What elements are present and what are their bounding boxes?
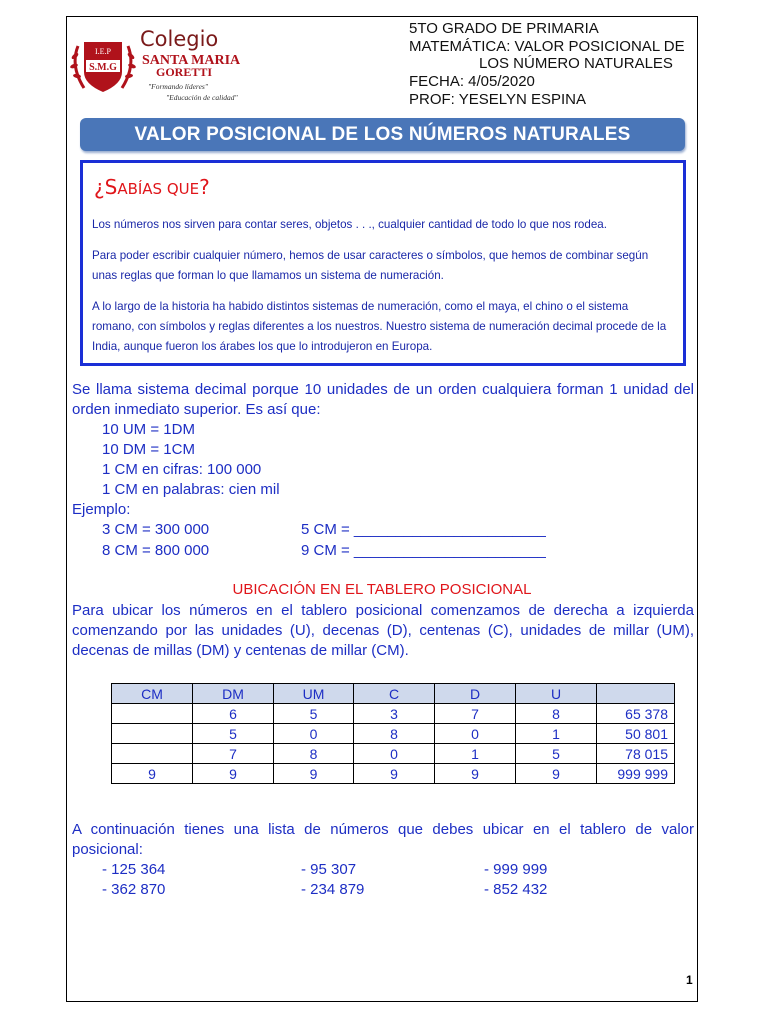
table-cell: 5 bbox=[516, 744, 597, 764]
table-cell: 9 bbox=[516, 764, 597, 784]
exercise-item: - 852 432 bbox=[484, 881, 548, 898]
school-name-2: GORETTI bbox=[156, 65, 213, 79]
table-cell: 9 bbox=[354, 764, 435, 784]
info-box bbox=[80, 160, 686, 366]
table-cell: 8 bbox=[274, 744, 354, 764]
subject-line-2: LOS NÚMERO NATURALES bbox=[479, 55, 673, 72]
decimal-line-2: 10 DM = 1CM bbox=[102, 441, 195, 458]
table-cell: 9 bbox=[435, 764, 516, 784]
exercise-item: - 95 307 bbox=[301, 861, 357, 878]
example-2-left: 8 CM = 800 000 bbox=[102, 542, 210, 559]
table-cell: 9 bbox=[274, 764, 354, 784]
table-row bbox=[112, 724, 675, 744]
title-bar bbox=[80, 118, 685, 151]
table-cell: 0 bbox=[354, 744, 435, 764]
info-heading: ¿SABÍAS QUE? bbox=[94, 175, 210, 199]
tablero-intro: Para ubicar los números en el tablero posicional comenzamos de derecha a izquierda comenzando por las unidades (U), decenas (D), centenas (C), unidades de millar (UM), decenas de millas (DM) y centenas de millar (CM). bbox=[72, 602, 694, 659]
table-cell-total: 78 015 bbox=[597, 744, 675, 764]
tablero-heading: UBICACIÓN EN EL TABLERO POSICIONAL bbox=[232, 581, 532, 598]
table-cell-total: 65 378 bbox=[597, 704, 675, 724]
table-cell bbox=[112, 704, 193, 724]
example-1-left: 3 CM = 300 000 bbox=[102, 521, 210, 538]
table-cell: 1 bbox=[435, 744, 516, 764]
table-header-row bbox=[112, 684, 675, 704]
page-title: VALOR POSICIONAL DE LOS NÚMEROS NATURALES bbox=[134, 123, 631, 145]
table-cell-total: 50 801 bbox=[597, 724, 675, 744]
table-cell: 9 bbox=[112, 764, 193, 784]
school-word: Colegio bbox=[140, 27, 219, 51]
decimal-intro: Se llama sistema decimal porque 10 unidades de un orden cualquiera forman 1 unidad del orden inmediato superior. Es así que: bbox=[72, 381, 694, 418]
table-cell: 7 bbox=[435, 704, 516, 724]
school-logo bbox=[70, 24, 400, 104]
table-row bbox=[112, 764, 675, 784]
grade-label: 5TO GRADO DE PRIMARIA bbox=[409, 20, 599, 37]
table-cell: 8 bbox=[516, 704, 597, 724]
table-cell: 7 bbox=[193, 744, 274, 764]
table-row bbox=[112, 704, 675, 724]
table-cell: 0 bbox=[435, 724, 516, 744]
info-paragraph-1: Los números nos sirven para contar seres, objetos . . ., cualquier cantidad de todo lo que nos rodea. bbox=[92, 218, 607, 231]
decimal-line-4: 1 CM en palabras: cien mil bbox=[102, 481, 280, 498]
table-cell-total: 999 999 bbox=[597, 764, 675, 784]
table-cell: 6 bbox=[193, 704, 274, 724]
motto-2: "Educación de calidad" bbox=[166, 93, 238, 102]
table-cell: 0 bbox=[274, 724, 354, 744]
page-number: 1 bbox=[686, 973, 693, 987]
seal-bottom-text: S.M.G bbox=[89, 62, 117, 73]
example-label: Ejemplo: bbox=[72, 501, 131, 518]
exercise-item: - 362 870 bbox=[102, 881, 166, 898]
info-paragraph-2: Para poder escribir cualquier número, hemos de usar caracteres o símbolos, que hemos de combinar según unas reglas que forman lo que llamamos un sistema de numeración. bbox=[92, 249, 649, 282]
col-header: D bbox=[435, 684, 516, 704]
exercise-item: - 234 879 bbox=[301, 881, 365, 898]
table-cell: 1 bbox=[516, 724, 597, 744]
col-header: DM bbox=[193, 684, 274, 704]
table-cell: 3 bbox=[354, 704, 435, 724]
exercise-intro: A continuación tienes una lista de números que debes ubicar en el tablero de valor posicional: bbox=[72, 821, 694, 858]
example-1-right: 5 CM = _______________________ bbox=[301, 521, 546, 538]
decimal-line-3: 1 CM en cifras: 100 000 bbox=[102, 461, 262, 478]
table-cell: 9 bbox=[193, 764, 274, 784]
place-value-table bbox=[111, 683, 675, 784]
col-header bbox=[597, 684, 675, 704]
col-header: UM bbox=[274, 684, 354, 704]
table-cell: 8 bbox=[354, 724, 435, 744]
subject-line-1: MATEMÁTICA: VALOR POSICIONAL DE bbox=[409, 38, 685, 55]
example-2-right: 9 CM = _______________________ bbox=[301, 542, 546, 559]
school-name-1: SANTA MARIA bbox=[142, 53, 241, 68]
exercise-item: - 125 364 bbox=[102, 861, 166, 878]
table-cell bbox=[112, 724, 193, 744]
col-header: U bbox=[516, 684, 597, 704]
col-header: CM bbox=[112, 684, 193, 704]
exercise-item: - 999 999 bbox=[484, 861, 548, 878]
table-cell: 5 bbox=[193, 724, 274, 744]
col-header: C bbox=[354, 684, 435, 704]
date-label: FECHA: 4/05/2020 bbox=[409, 73, 535, 90]
teacher-label: PROF: YESELYN ESPINA bbox=[409, 91, 587, 108]
seal-top-text: I.E.P bbox=[95, 47, 111, 56]
table-cell bbox=[112, 744, 193, 764]
table-row bbox=[112, 744, 675, 764]
table-cell: 5 bbox=[274, 704, 354, 724]
info-paragraph-3: A lo largo de la historia ha habido distintos sistemas de numeración, como el maya, el chino o el sistema romano, con símbolos y reglas diferentes a los nuestros. Nuestro sistema de numeración decimal procede de la India, aunque fueron los árabes los que lo introdujeron en Europa. bbox=[92, 300, 667, 353]
decimal-line-1: 10 UM = 1DM bbox=[102, 421, 195, 438]
motto-1: "Formando líderes" bbox=[148, 82, 208, 91]
